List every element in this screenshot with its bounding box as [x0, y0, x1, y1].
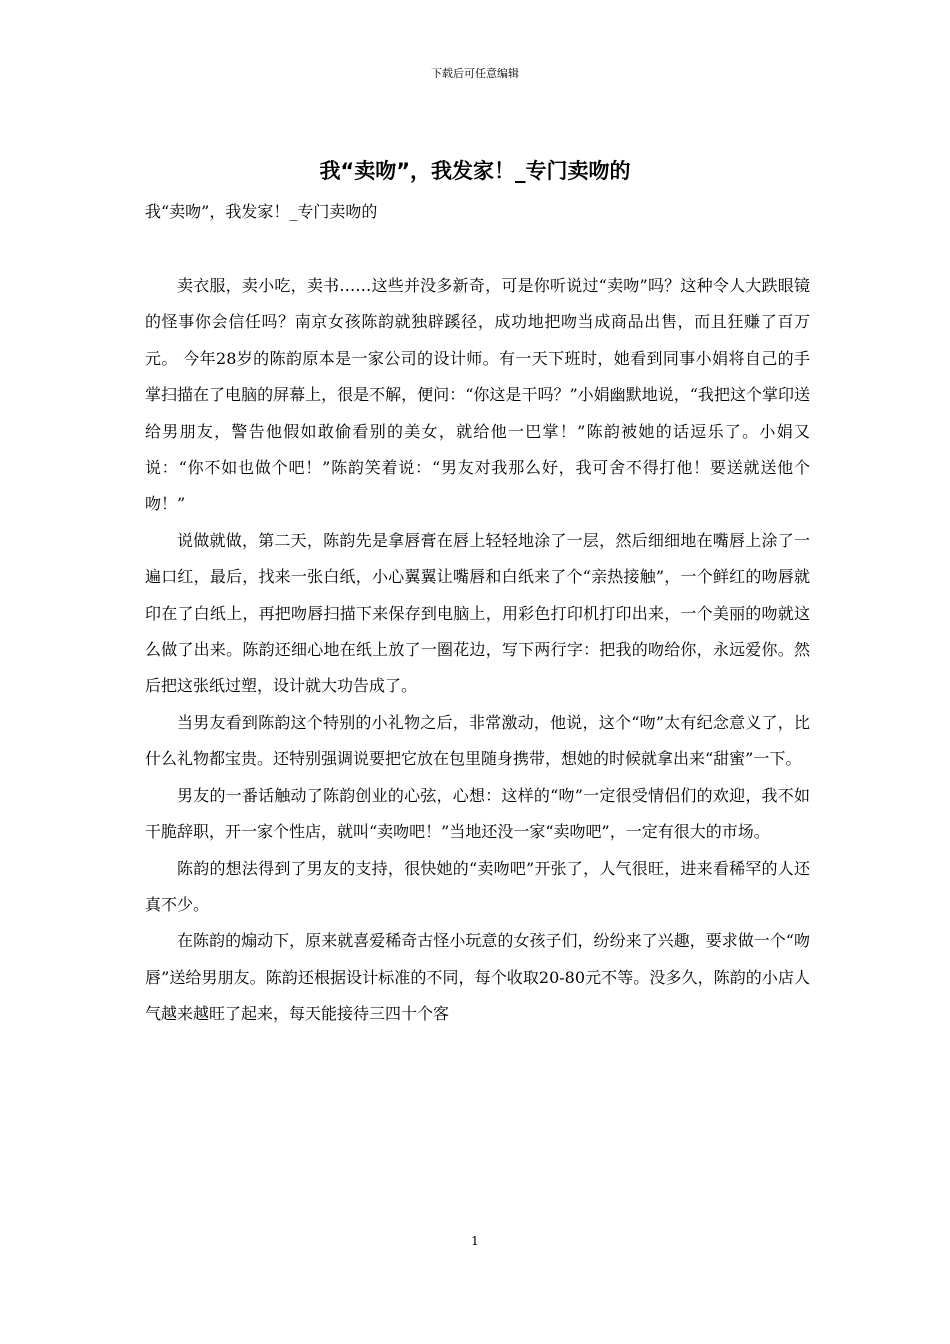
paragraph: 当男友看到陈韵这个特别的小礼物之后，非常激动，他说，这个“吻”太有纪念意义了，比什么礼物都宝贵。还特别强调说要把它放在包里随身携带，想她的时候就拿出来“甜蜜”一下。	[145, 712, 810, 769]
document-subtitle: 我“卖吻”，我发家！_专门卖吻的	[145, 202, 378, 221]
document-body	[145, 268, 810, 1033]
paragraph: 在陈韵的煽动下，原来就喜爱稀奇古怪小玩意的女孩子们，纷纷来了兴趣，要求做一个“吻唇”送给男朋友。陈韵还根据设计标准的不同，每个收取20-80元不等。没多久，陈韵的小店人气越来越旺了起来，每天能接待三四十个客	[145, 931, 810, 1024]
paragraph: 说做就做，第二天，陈韵先是拿唇膏在唇上轻轻地涂了一层，然后细细地在嘴唇上涂了一遍口红，最后，找来一张白纸，小心翼翼让嘴唇和白纸来了个“亲热接触”，一个鲜红的吻唇就印在了白纸上，再把吻唇扫描下来保存到电脑上，用彩色打印机打印出来，一个美丽的吻就这么做了出来。陈韵还细心地在纸上放了一圈花边，写下两行字：把我的吻给你，永远爱你。然后把这张纸过塑，设计就大功告成了。	[145, 530, 810, 696]
document-title: 我“卖吻”，我发家！_专门卖吻的	[319, 159, 631, 183]
page-number: 1	[471, 1234, 479, 1248]
paragraph: 男友的一番话触动了陈韵创业的心弦，心想：这样的“吻”一定很受情侣们的欢迎，我不如干脆辞职，开一家个性店，就叫“卖吻吧！”当地还没一家“卖吻吧”，一定有很大的市场。	[145, 785, 810, 842]
paragraph: 陈韵的想法得到了男友的支持，很快她的“卖吻吧”开张了，人气很旺，进来看稀罕的人还真不少。	[145, 858, 810, 914]
paragraph: 卖衣服，卖小吃，卖书……这些并没多新奇，可是你听说过“卖吻”吗？这种令人大跌眼镜的怪事你会信任吗？南京女孩陈韵就独辟蹊径，成功地把吻当成商品出售，而且狂赚了百万元。 今年28岁的陈韵原本是一家公司的设计师。有一天下班时，她看到同事小娟将自己的手掌扫描在了电脑的屏幕上，很是不解，便问：“你这是干吗？”小娟幽默地说，“我把这个掌印送给男朋友，警告他假如敢偷看别的美女，就给他一巴掌！”陈韵被她的话逗乐了。小娟又说：“你不如也做个吧！”陈韵笑着说：“男友对我那么好，我可舍不得打他！要送就送他个吻！”	[145, 276, 810, 514]
header-note: 下载后可任意编辑	[431, 67, 519, 80]
